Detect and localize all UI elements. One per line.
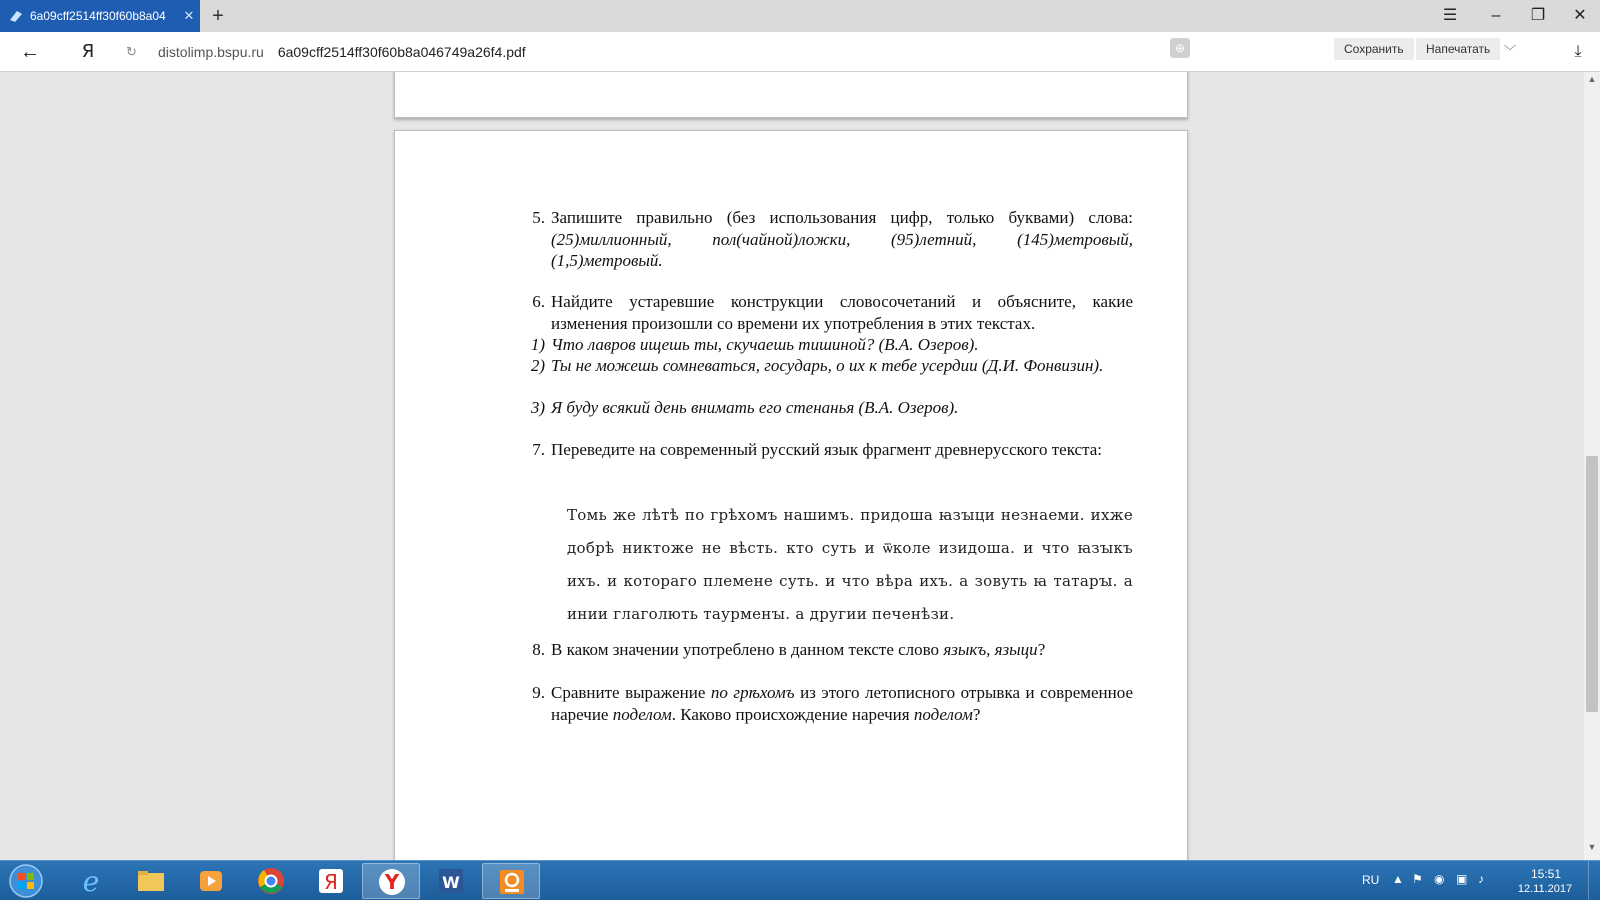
windows-taskbar	[0, 860, 1600, 900]
example-2	[525, 355, 1133, 377]
question-number: 5.	[532, 208, 545, 227]
close-tab-icon[interactable]: ✕	[183, 8, 195, 23]
question-7	[525, 439, 1133, 461]
volume-icon[interactable]: ♪	[1478, 872, 1484, 886]
language-indicator[interactable]: RU	[1362, 873, 1380, 887]
svg-text:e: e	[82, 865, 100, 898]
new-tab-button[interactable]: +	[212, 5, 224, 27]
example-text: Что лавров ищешь ты, скучаешь тишиной? (В.А. Озеров).	[551, 335, 979, 354]
example-3	[525, 397, 1133, 419]
q9-italic-1: по грѣхомъ	[710, 683, 795, 702]
show-hidden-icons-icon[interactable]: ▲	[1392, 872, 1404, 886]
action-center-flag-icon[interactable]: ⚑	[1412, 872, 1423, 886]
word-icon	[422, 863, 480, 899]
reload-icon[interactable]: ↻	[126, 44, 137, 59]
question-number: 7.	[532, 440, 545, 459]
scrollbar-thumb[interactable]	[1586, 456, 1598, 712]
clock-time[interactable]: 15:51	[1530, 867, 1562, 881]
svg-text:W: W	[442, 873, 460, 892]
q9-part-3: . Каково происхождение наречия	[671, 704, 914, 724]
q9-part-1: Сравните выражение	[551, 683, 711, 702]
taskbar-yandex[interactable]	[362, 863, 420, 899]
example-text: Я буду всякий день внимать его стенанья (В.А. Озеров).	[551, 398, 959, 417]
yandex-browser-icon	[302, 863, 360, 899]
example-number: 2)	[530, 356, 545, 375]
yandex-disk-icon[interactable]: ◉	[1434, 872, 1445, 886]
question-words: языкъ, языци	[943, 640, 1038, 659]
scroll-up-icon[interactable]: ▲	[1587, 74, 1597, 84]
question-number: 6.	[532, 292, 545, 311]
question-5	[525, 207, 1133, 272]
q9-italic-3: поделом	[913, 704, 973, 724]
address-domain: distolimp.bspu.ru	[158, 44, 264, 60]
taskbar-pdf-app[interactable]	[482, 863, 540, 899]
tab-title: 6a09cff2514ff30f60b8a04	[30, 9, 166, 23]
folder-icon	[122, 863, 180, 899]
tab-active[interactable]	[0, 0, 200, 32]
print-button[interactable]: Напечатать	[1416, 38, 1500, 60]
yandex-icon	[363, 864, 421, 900]
old-russian-fragment	[519, 499, 1133, 631]
example-text: Ты не можешь сомневаться, государь, о их к тебе усердии (Д.И. Фонвизин).	[551, 356, 1104, 375]
pdf-viewer[interactable]	[0, 72, 1600, 860]
question-number: 8.	[532, 640, 545, 659]
question-6	[525, 291, 1133, 334]
pdf-page-previous	[394, 72, 1188, 118]
menu-icon[interactable]: ☰	[1442, 7, 1458, 24]
restore-icon[interactable]: ❐	[1530, 7, 1546, 24]
question-tail: ?	[1037, 640, 1046, 659]
start-button-icon[interactable]	[6, 863, 46, 899]
pdf-app-icon	[483, 864, 541, 900]
q9-part-4: ?	[972, 704, 981, 724]
question-text: Переведите на современный русский язык фрагмент древнерусского текста:	[551, 440, 1102, 459]
question-8	[525, 639, 1133, 661]
question-text: В каком значении употреблено в данном тексте слово	[551, 640, 944, 659]
yandex-logo-icon[interactable]: Я	[81, 41, 95, 62]
question-text: Найдите устаревшие конструкции словосочетаний и объясните, какие изменения произошли со времени их употребления в этих текстах.	[551, 292, 1133, 333]
address-field[interactable]	[120, 36, 1520, 68]
old-russian-text: Томь же лѣтѣ по грѣхомъ нашимъ. придоша ꙗзꙑци незнаеми. ихже добрѣ никтоже не вѣсть. кто суть и ѿколе изидоша. и что ꙗзꙑкъ ихъ. и котораго племене суть. и что вѣра ихъ. а зовуть ꙗ татарꙑ. а инии глаголють таурменꙑ. а другии печенѣзи.	[567, 506, 1133, 623]
question-text: Запишите правильно (без использования цифр, только буквами) слова:	[551, 208, 1133, 227]
example-number: 1)	[530, 335, 545, 354]
protect-icon[interactable]: ⊕	[1170, 38, 1190, 58]
taskbar-chrome[interactable]	[242, 863, 300, 899]
example-1	[525, 334, 1133, 356]
taskbar-explorer[interactable]	[122, 863, 180, 899]
minimize-icon[interactable]: –	[1491, 7, 1501, 24]
network-icon[interactable]: ▣	[1456, 872, 1468, 886]
back-arrow-icon[interactable]: ←	[20, 41, 40, 63]
save-button[interactable]: Сохранить	[1334, 38, 1414, 60]
pdf-page	[394, 130, 1188, 860]
taskbar-word[interactable]	[422, 863, 480, 899]
q9-italic-2: поделом	[612, 704, 672, 724]
svg-text:Y: Y	[384, 870, 400, 894]
svg-text:Я: Я	[324, 870, 338, 894]
address-bar-row	[0, 32, 1600, 72]
q9-part-2: из этого летописного отрывка и современное наречие	[551, 683, 1133, 724]
media-player-icon	[182, 863, 240, 899]
internet-explorer-icon	[62, 863, 120, 899]
show-desktop-button[interactable]	[1588, 861, 1600, 900]
taskbar-ie[interactable]	[62, 863, 120, 899]
pdf-tab-icon	[8, 8, 24, 24]
close-window-icon[interactable]: ✕	[1573, 7, 1587, 24]
clock-date[interactable]: 12.11.2017	[1517, 883, 1573, 895]
example-number: 3)	[530, 398, 545, 417]
scroll-down-icon[interactable]: ▼	[1587, 842, 1597, 852]
question-9	[525, 682, 1133, 725]
question-words: (25)миллионный, пол(чайной)ложки, (95)летний, (145)метровый, (1,5)метровый.	[551, 229, 1133, 270]
chevron-down-icon[interactable]: ﹀	[1504, 44, 1517, 58]
tab-bar	[0, 0, 1600, 32]
address-path: 6a09cff2514ff30f60b8a046749a26f4.pdf	[277, 44, 526, 60]
taskbar-yandex-browser[interactable]	[302, 863, 360, 899]
chrome-icon	[242, 863, 300, 899]
taskbar-media-player[interactable]	[182, 863, 240, 899]
question-number: 9.	[532, 683, 545, 702]
download-icon[interactable]: ⤓	[1574, 43, 1582, 60]
